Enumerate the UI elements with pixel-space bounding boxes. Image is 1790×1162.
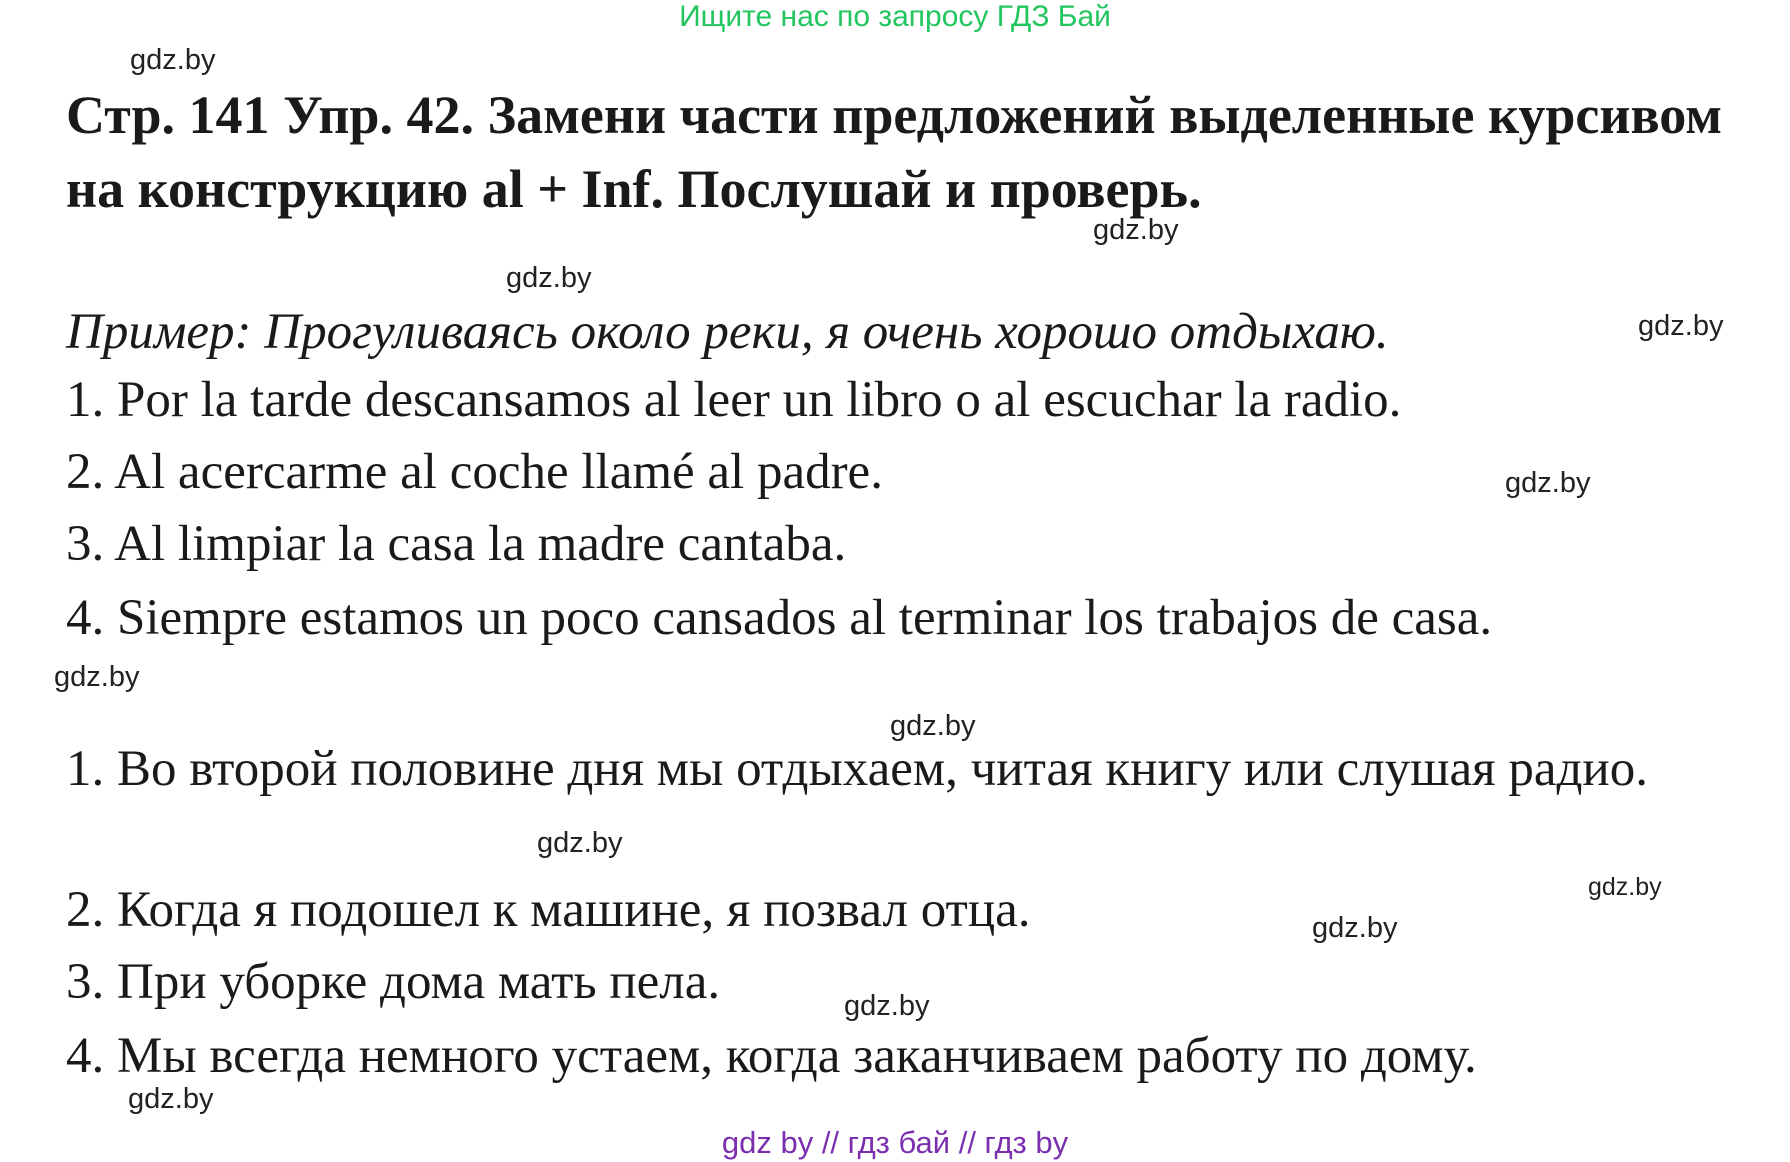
task-sentence-4: 4. Siempre estamos un poco cansados al terminar los trabajos de casa.: [66, 590, 1493, 646]
answer-3: 3. При уборке дома мать пела.: [66, 954, 721, 1010]
watermark: gdz.by: [130, 44, 216, 76]
footer-links: gdz by // гдз бай // гдз by: [721, 1125, 1069, 1160]
exercise-title: Стр. 141 Упр. 42. Замени части предложений выделенные курсивом на конструкцию al + Inf. Послушай и проверь.: [66, 85, 1722, 219]
watermark: gdz.by: [1312, 912, 1398, 944]
watermark: gdz.by: [537, 827, 623, 859]
example-sentence: Пример: Прогуливаясь около реки, я очень хорошо отдыхаю.: [66, 304, 1389, 360]
watermark: gdz.by: [1638, 310, 1724, 342]
answer-2: 2. Когда я подошел к машине, я позвал отца.: [66, 882, 1031, 938]
watermark: gdz.by: [844, 990, 930, 1022]
top-banner: Ищите нас по запросу ГДЗ Бай: [679, 0, 1111, 33]
watermark: gdz.by: [1588, 873, 1662, 901]
watermark: gdz.by: [890, 710, 976, 742]
task-sentence-1: 1. Por la tarde descansamos al leer un libro o al escuchar la radio.: [66, 372, 1402, 428]
answer-1: 1. Во второй половине дня мы отдыхаем, читая книгу или слушая радио.: [66, 741, 1648, 797]
answer-4: 4. Мы всегда немного устаем, когда заканчиваем работу по дому.: [66, 1028, 1477, 1084]
task-sentence-3: 3. Al limpiar la casa la madre cantaba.: [66, 516, 847, 572]
watermark: gdz.by: [54, 661, 140, 693]
task-sentence-2: 2. Al acercarme al coche llamé al padre.: [66, 444, 883, 500]
watermark: gdz.by: [1093, 214, 1179, 246]
watermark: gdz.by: [1505, 467, 1591, 499]
watermark: gdz.by: [128, 1083, 214, 1115]
watermark: gdz.by: [506, 262, 592, 294]
